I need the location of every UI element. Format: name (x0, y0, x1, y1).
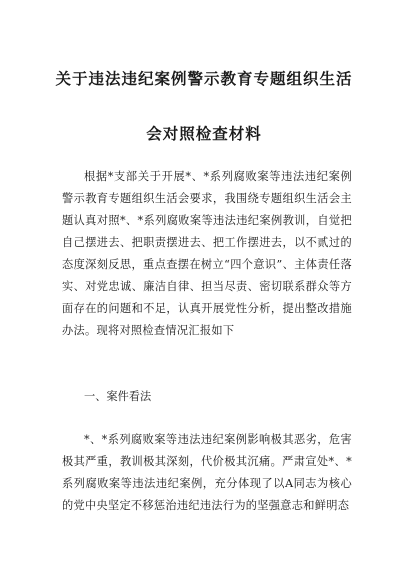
case-view-paragraph: *、*系列腐败案等违法违纪案例影响极其恶劣，危害极其严重，教训极其深刻，代价极其沉痛。严肃宣处*、*系列腐败案等违法违纪案例，充分体现了以A同志为核心的党中央坚定不移惩治违纪违法行为的坚强意志和鲜明态 (62, 433, 352, 512)
document-title-line-2: 会对照检查材料 (146, 125, 262, 143)
document-title-line-1: 关于违法违纪案例警示教育专题组织生活 (55, 70, 353, 88)
intro-paragraph: 根据*支部关于开展*、*系列腐败案等违法违纪案例警示教育专题组织生活会要求，我围绕专题组织生活会主题认真对照*、*系列腐败案等违法违纪案例教训，自觉把自己摆进去、把职责摆进去、把工作摆进去，以不贰过的态度深刻反思，重点查摆在树立“四个意识”、主体责任落实、对党忠诚、廉洁自律、担当尽责、密切联系群众等方面存在的问题和不足，认真开展党性分析，提出整改措施办法。现将对照检查情况汇报如下 (62, 170, 352, 337)
section-heading-case-view: 一、案件看法 (84, 390, 152, 403)
